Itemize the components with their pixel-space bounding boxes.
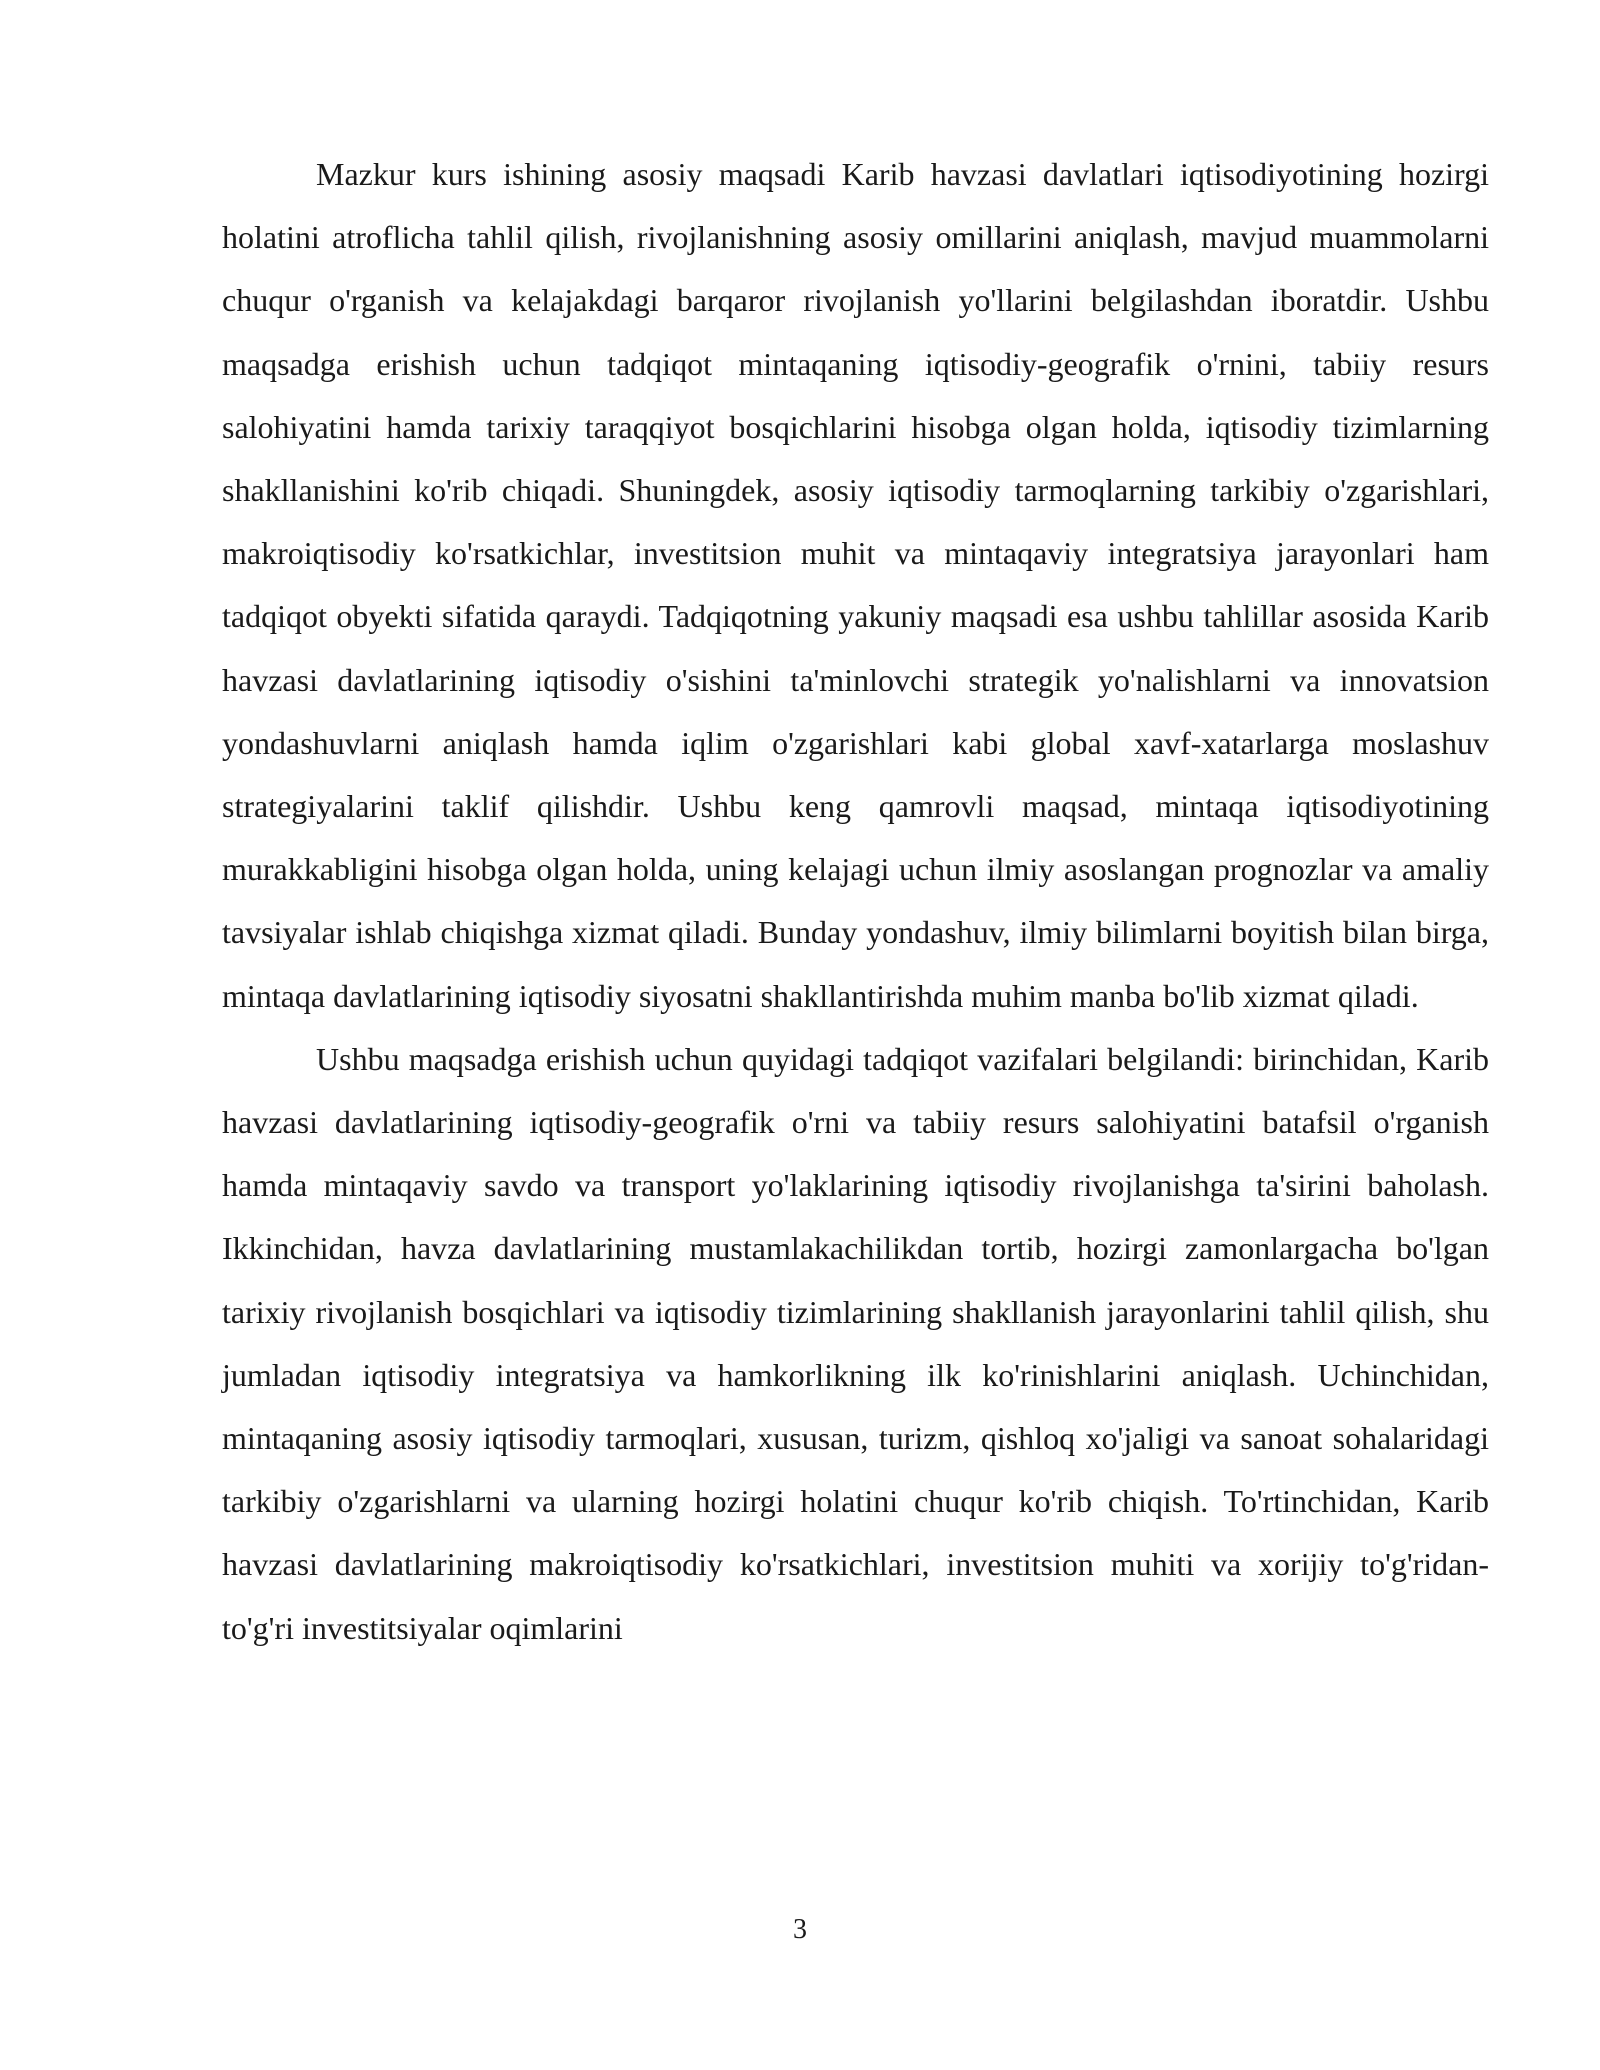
paragraph-purpose: Mazkur kurs ishining asosiy maqsadi Karib havzasi davlatlari iqtisodiyotining hozirgi holatini atroflicha tahlil qilish, rivojlanishning asosiy omillarini aniqlash, mavjud muammolarni chuqur o'rganish va kelajakdagi barqaror rivojlanish yo'llarini belgilashdan iboratdir. Ushbu maqsadga erishish uchun tadqiqot mintaqaning iqtisodiy-geografik o'rnini, tabiiy resurs salohiyatini hamda tarixiy taraqqiyot bosqichlarini hisobga olgan holda, iqtisodiy tizimlarning shakllanishini ko'rib chiqadi. Shuningdek, asosiy iqtisodiy tarmoqlarning tarkibiy o'zgarishlari, makroiqtisodiy ko'rsatkichlar, investitsion muhit va mintaqaviy integratsiya jarayonlari ham tadqiqot obyekti sifatida qaraydi. Tadqiqotning yakuniy maqsadi esa ushbu tahlillar asosida Karib havzasi davlatlarining iqtisodiy o'sishini ta'minlovchi strategik yo'nalishlarni va innovatsion yondashuvlarni aniqlash hamda iqlim o'zgarishlari kabi global xavf-xatarlarga moslashuv strategiyalarini taklif qilishdir. Ushbu keng qamrovli maqsad, mintaqa iqtisodiyotining murakkabligini hisobga olgan holda, uning kelajagi uchun ilmiy asoslangan prognozlar va amaliy tavsiyalar ishlab chiqishga xizmat qiladi. Bunday yondashuv, ilmiy bilimlarni boyitish bilan birga, mintaqa davlatlarining iqtisodiy siyosatni shakllantirishda muhim manba bo'lib xizmat qiladi.	[222, 156, 1489, 1014]
paragraph-tasks: Ushbu maqsadga erishish uchun quyidagi tadqiqot vazifalari belgilandi: birinchidan, Karib havzasi davlatlarining iqtisodiy-geografik o'rni va tabiiy resurs salohiyatini batafsil o'rganish hamda mintaqaviy savdo va transport yo'laklarining iqtisodiy rivojlanishga ta'sirini baholash. Ikkinchidan, havza davlatlarining mustamlakachilikdan tortib, hozirgi zamonlargacha bo'lgan tarixiy rivojlanish bosqichlari va iqtisodiy tizimlarining shakllanish jarayonlarini tahlil qilish, shu jumladan iqtisodiy integratsiya va hamkorlikning ilk ko'rinishlarini aniqlash. Uchinchidan, mintaqaning asosiy iqtisodiy tarmoqlari, xususan, turizm, qishloq xo'jaligi va sanoat sohalaridagi tarkibiy o'zgarishlarni va ularning hozirgi holatini chuqur ko'rib chiqish. To'rtinchidan, Karib havzasi davlatlarining makroiqtisodiy ko'rsatkichlari, investitsion muhiti va xorijiy to'g'ridan-to'g'ri investitsiyalar oqimlarini	[222, 1040, 1489, 1646]
page-number: 3	[793, 1914, 807, 1945]
body-text	[222, 143, 1489, 1660]
